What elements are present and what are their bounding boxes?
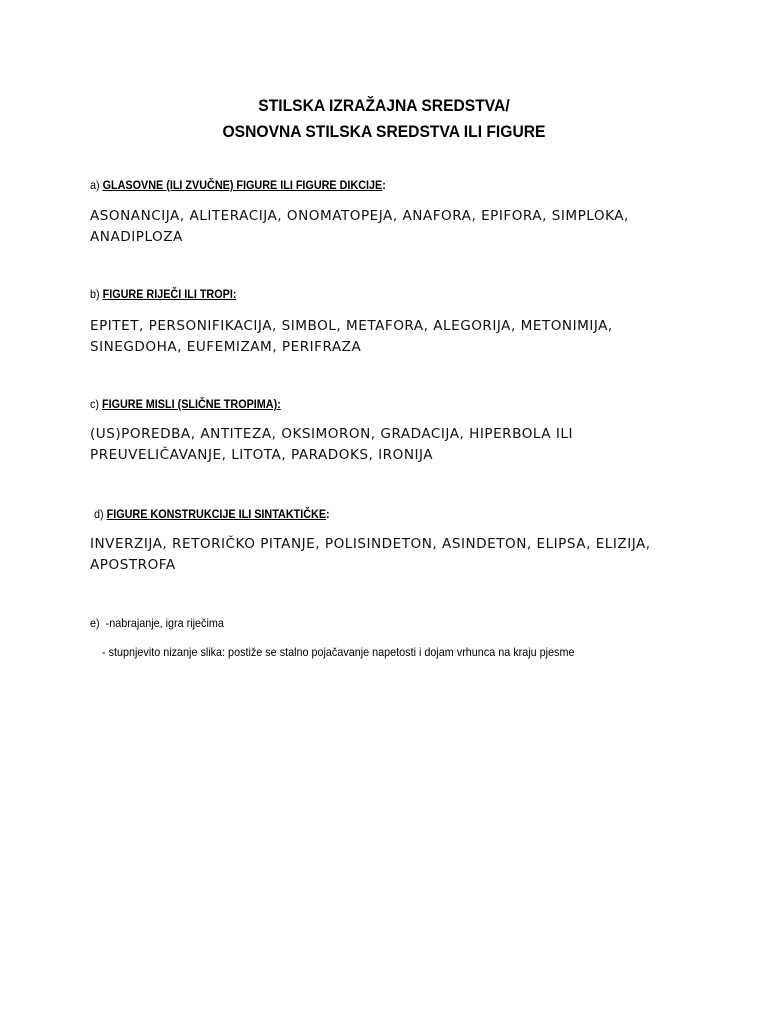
section-a-marker: a) xyxy=(90,178,100,192)
section-e-marker: e) xyxy=(90,616,100,630)
section-e-line-1 xyxy=(90,616,224,630)
section-a-content: ASONANCIJA, ALITERACIJA, ONOMATOPEJA, ANAFORA, EPIFORA, SIMPLOKA, ANADIPLOZA xyxy=(90,208,629,245)
section-c-heading xyxy=(90,397,281,411)
section-d-marker: d) xyxy=(94,507,104,521)
document-title-line-2: OSNOVNA STILSKA SREDSTVA ILI FIGURE xyxy=(222,122,546,141)
section-e-text-1: -nabrajanje, igra riječima xyxy=(105,616,224,630)
section-c-marker: c) xyxy=(90,397,99,411)
section-d-content: INVERZIJA, RETORIČKO PITANJE, POLISINDETON, ASINDETON, ELIPSA, ELIZIJA, APOSTROFA xyxy=(90,536,651,573)
section-c-title: FIGURE MISLI (SLIČNE TROPIMA): xyxy=(102,397,281,411)
section-a-heading xyxy=(90,178,386,192)
section-b-content: EPITET, PERSONIFIKACIJA, SIMBOL, METAFORA, ALEGORIJA, METONIMIJA, SINEGDOHA, EUFEMIZAM, PERIFRAZA xyxy=(90,318,613,355)
section-e-line-2: - stupnjevito nizanje slika: postiže se stalno pojačavanje napetosti i dojam vrhunca na kraju pjesme xyxy=(102,645,575,659)
section-d-title: FIGURE KONSTRUKCIJE ILI SINTAKTIČKE xyxy=(106,507,327,521)
section-b-title: FIGURE RIJEČI ILI TROPI: xyxy=(102,287,237,301)
section-c-content: (US)POREDBA, ANTITEZA, OKSIMORON, GRADACIJA, HIPERBOLA ILI PREUVELIČAVANJE, LITOTA, PARADOKS, IRONIJA xyxy=(90,426,573,463)
section-a-suffix: : xyxy=(382,178,386,192)
section-a-title: GLASOVNE (ILI ZVUČNE) FIGURE ILI FIGURE DIKCIJE xyxy=(102,178,383,192)
section-b-marker: b) xyxy=(90,287,100,301)
section-b-heading xyxy=(90,287,236,301)
section-d-heading xyxy=(94,507,330,521)
section-d-suffix: : xyxy=(326,507,330,521)
document-title-line-1: STILSKA IZRAŽAJNA SREDSTVA/ xyxy=(258,96,510,115)
